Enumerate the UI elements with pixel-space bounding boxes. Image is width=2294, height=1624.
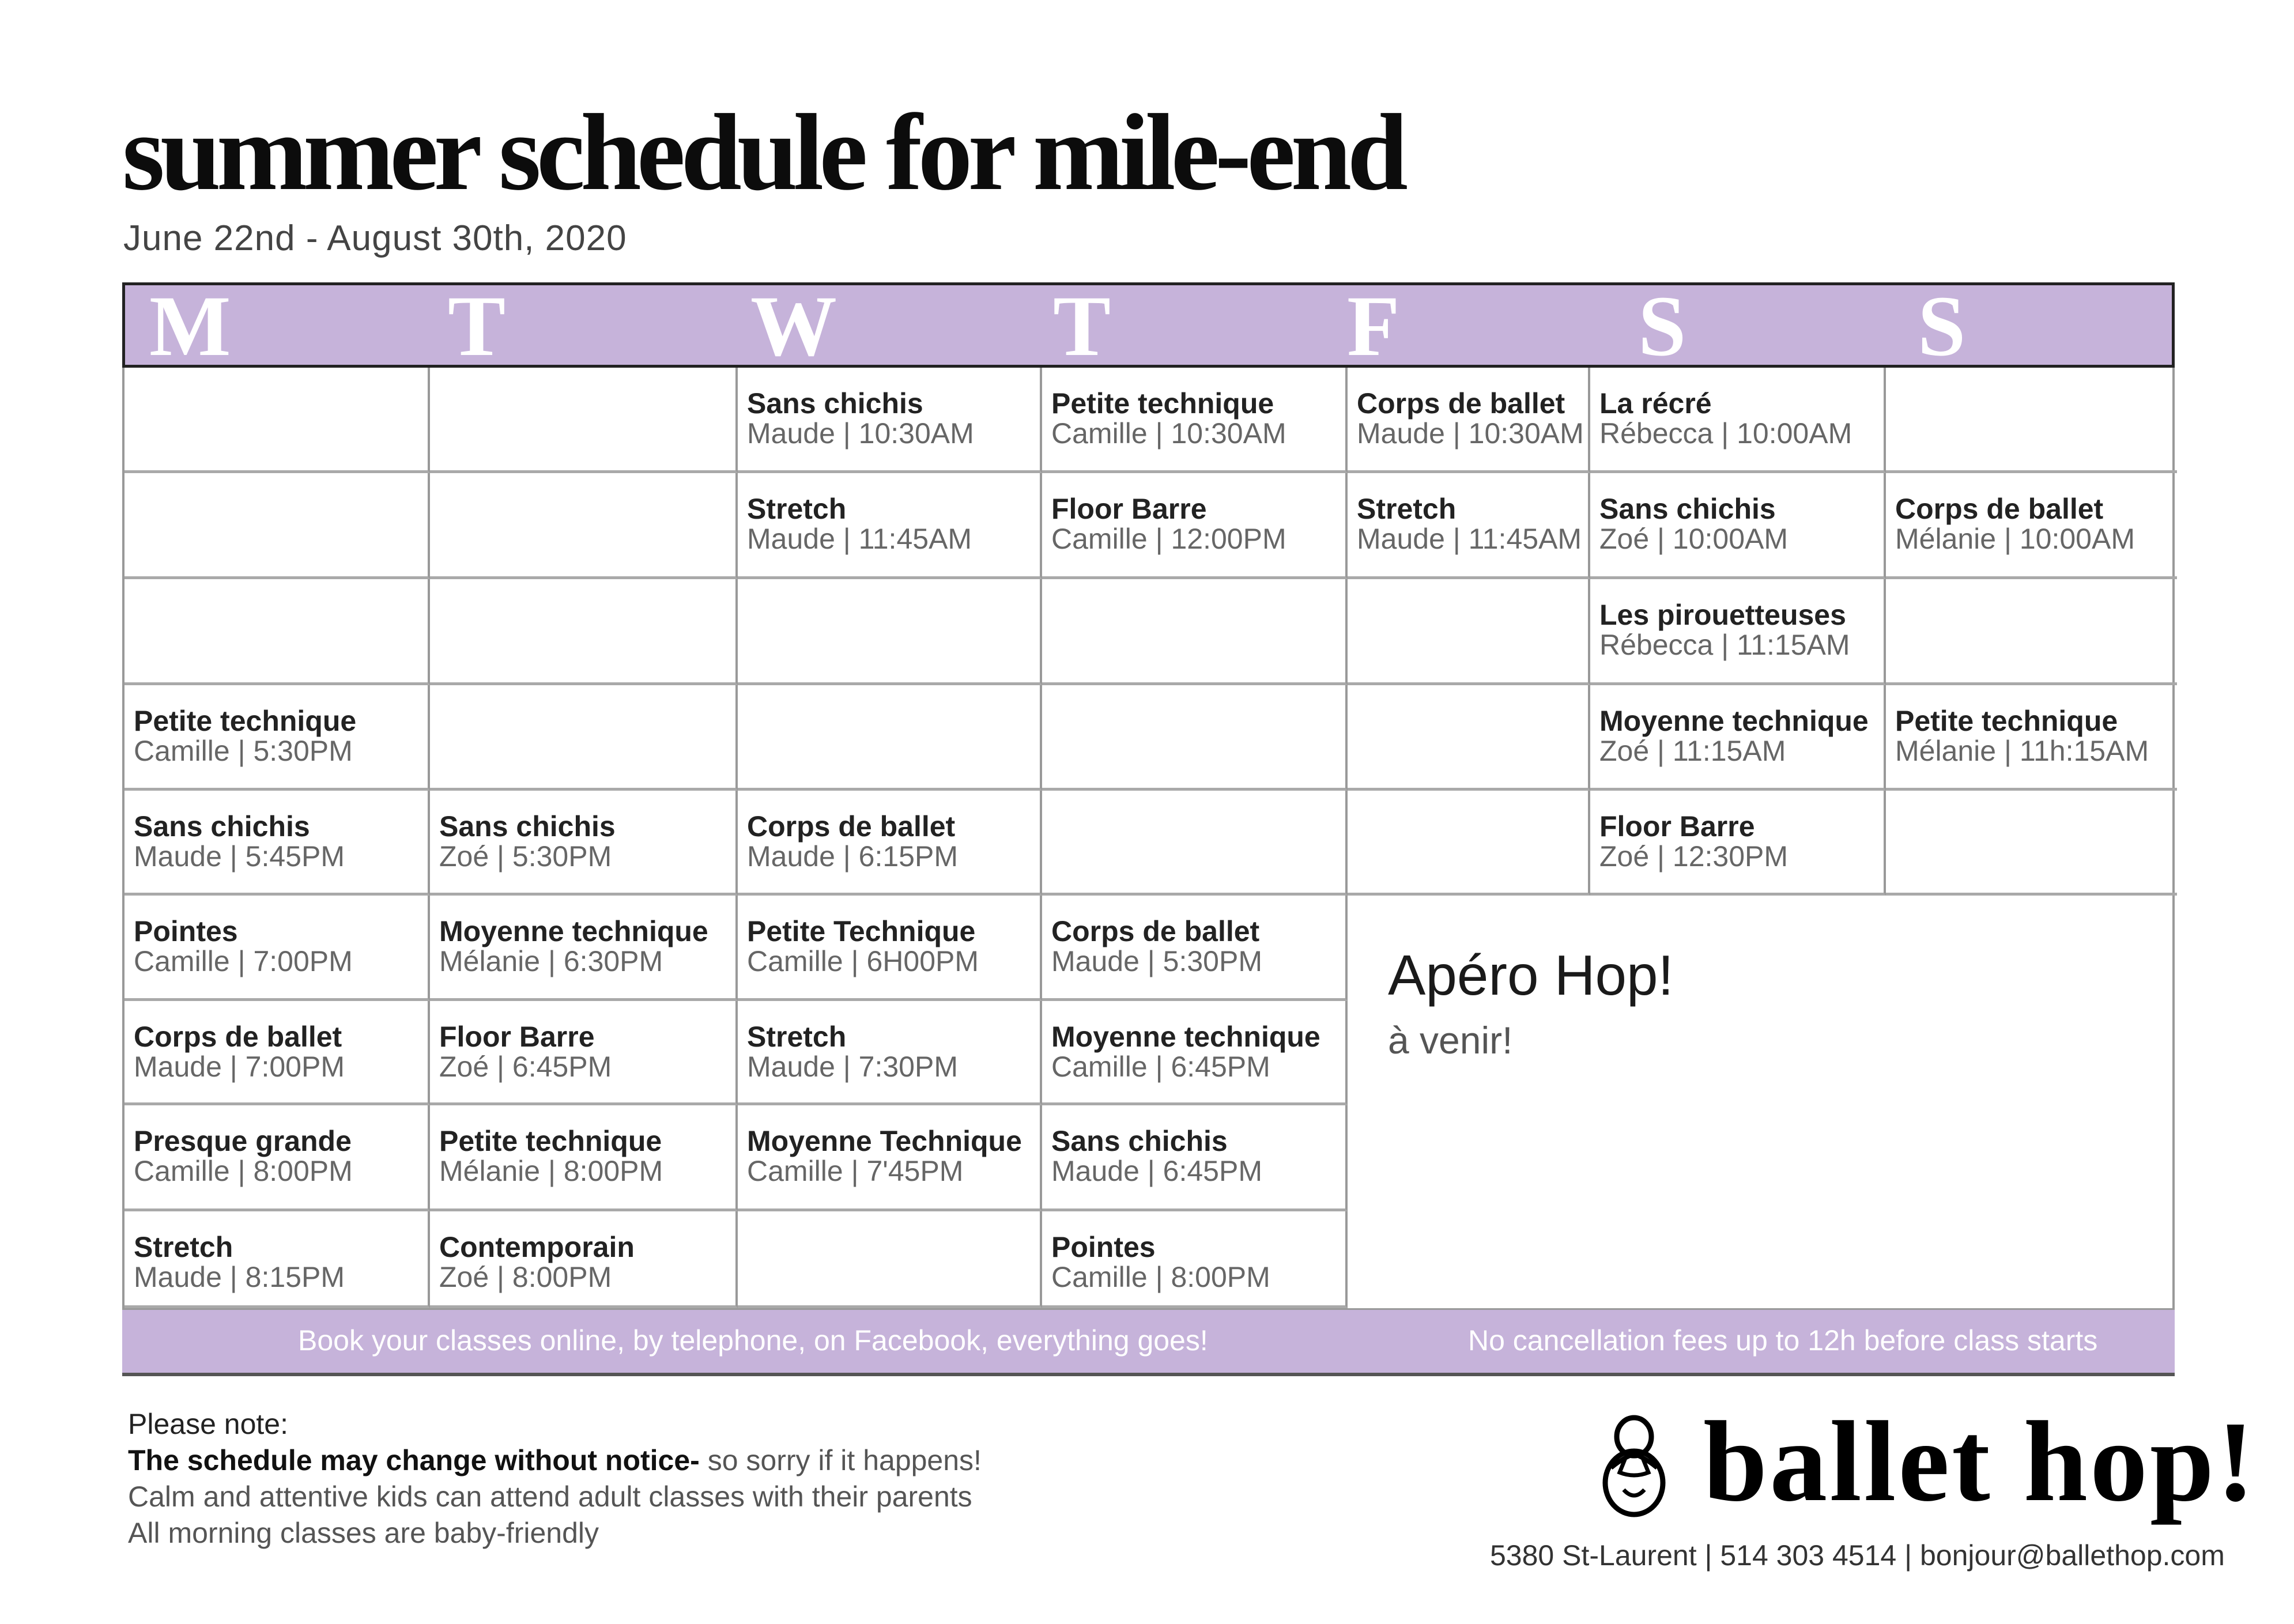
empty-cell	[124, 473, 430, 579]
notes-apology: so sorry if it happens!	[699, 1444, 982, 1476]
class-name: Corps de ballet	[1895, 493, 2104, 525]
class-name: Presque grande	[134, 1125, 352, 1157]
day-thursday: T	[1053, 278, 1111, 374]
class-teacher-time: Camille | 5:30PM	[134, 735, 353, 767]
class-name: Stretch	[134, 1231, 233, 1263]
class-cell	[1590, 685, 1886, 791]
class-teacher-time: Camille | 7'45PM	[747, 1155, 964, 1187]
day-sunday: S	[1918, 278, 1966, 374]
class-cell	[1042, 1105, 1348, 1211]
page-title: summer schedule for mile-end	[122, 92, 1403, 213]
class-teacher-time: Camille | 8:00PM	[1051, 1261, 1270, 1293]
empty-cell	[430, 685, 738, 791]
class-name: Petite technique	[1051, 387, 1274, 420]
empty-cell	[1886, 791, 2177, 896]
date-range: June 22nd - August 30th, 2020	[123, 218, 627, 258]
class-name: Floor Barre	[1051, 493, 1207, 525]
logo-text: ballet hop!	[1703, 1398, 2257, 1525]
class-cell	[1042, 1211, 1348, 1308]
class-cell	[1886, 685, 2177, 791]
class-teacher-time: Maude | 5:30PM	[1051, 945, 1262, 977]
empty-cell	[1348, 579, 1590, 685]
class-teacher-time: Zoé | 6:45PM	[439, 1051, 612, 1083]
footer-banner	[122, 1308, 2175, 1376]
empty-cell	[738, 579, 1042, 685]
class-cell	[1590, 473, 1886, 579]
class-cell	[1590, 791, 1886, 896]
class-cell	[738, 473, 1042, 579]
class-teacher-time: Zoé | 11:15AM	[1599, 735, 1786, 767]
class-teacher-time: Zoé | 5:30PM	[439, 840, 612, 873]
day-wednesday: W	[750, 278, 837, 374]
class-teacher-time: Camille | 7:00PM	[134, 945, 353, 977]
notes-heading: Please note:	[128, 1408, 288, 1440]
class-teacher-time: Maude | 7:00PM	[134, 1051, 345, 1083]
class-teacher-time: Camille | 12:00PM	[1051, 523, 1286, 555]
class-cell	[1590, 579, 1886, 685]
class-name: Pointes	[134, 915, 238, 947]
class-teacher-time: Camille | 10:30AM	[1051, 417, 1286, 450]
class-teacher-time: Maude | 11:45AM	[1357, 523, 1582, 555]
notes-baby: All morning classes are baby-friendly	[128, 1517, 599, 1549]
empty-cell	[430, 579, 738, 685]
class-name: Stretch	[747, 493, 847, 525]
notes-warning: The schedule may change without notice-	[128, 1444, 700, 1476]
class-name: Sans chichis	[134, 810, 310, 843]
class-cell	[1348, 473, 1590, 579]
class-teacher-time: Mélanie | 6:30PM	[439, 945, 663, 977]
class-teacher-time: Camille | 6:45PM	[1051, 1051, 1270, 1083]
class-cell	[738, 1001, 1042, 1105]
class-name: Corps de ballet	[1357, 387, 1565, 420]
day-friday: F	[1347, 278, 1400, 374]
class-teacher-time: Rébecca | 11:15AM	[1599, 629, 1850, 661]
class-cell	[430, 896, 738, 1001]
empty-cell	[430, 368, 738, 473]
empty-cell	[124, 368, 430, 473]
class-cell	[1042, 368, 1348, 473]
class-cell	[124, 896, 430, 1001]
apero-subtitle: à venir!	[1388, 1019, 1513, 1062]
class-cell	[1042, 473, 1348, 579]
class-name: Moyenne technique	[1051, 1021, 1320, 1053]
empty-cell	[1042, 791, 1348, 896]
class-name: Sans chichis	[1051, 1125, 1228, 1157]
day-saturday: S	[1638, 278, 1686, 374]
logo	[1594, 1398, 2257, 1525]
class-teacher-time: Maude | 6:45PM	[1051, 1155, 1262, 1187]
class-teacher-time: Maude | 8:15PM	[134, 1261, 345, 1293]
class-cell	[430, 1105, 738, 1211]
days-header	[122, 278, 2175, 374]
class-cell	[738, 896, 1042, 1001]
ballerina-icon	[1594, 1415, 1674, 1519]
class-name: Contemporain	[439, 1231, 635, 1263]
class-cell	[124, 685, 430, 791]
class-name: Corps de ballet	[134, 1021, 342, 1053]
class-cell	[1348, 368, 1590, 473]
class-name: Floor Barre	[1599, 810, 1755, 843]
class-cell	[738, 791, 1042, 896]
class-name: Petite technique	[1895, 705, 2118, 737]
class-cell	[738, 1105, 1042, 1211]
class-cell	[124, 791, 430, 896]
class-cell	[124, 1001, 430, 1105]
empty-cell	[738, 685, 1042, 791]
empty-cell	[1886, 368, 2177, 473]
class-cell	[1042, 1001, 1348, 1105]
class-teacher-time: Maude | 10:30AM	[747, 417, 974, 450]
empty-cell	[738, 1211, 1042, 1308]
class-name: Petite technique	[134, 705, 357, 737]
class-name: Petite Technique	[747, 915, 976, 947]
class-teacher-time: Mélanie | 10:00AM	[1895, 523, 2135, 555]
day-tuesday: T	[448, 278, 506, 374]
class-teacher-time: Maude | 7:30PM	[747, 1051, 958, 1083]
class-teacher-time: Maude | 6:15PM	[747, 840, 958, 873]
class-name: Les pirouetteuses	[1599, 599, 1846, 631]
empty-cell	[124, 579, 430, 685]
class-name: Moyenne Technique	[747, 1125, 1022, 1157]
class-name: Sans chichis	[439, 810, 616, 843]
class-teacher-time: Zoé | 10:00AM	[1599, 523, 1789, 555]
class-cell	[1590, 368, 1886, 473]
empty-cell	[1348, 791, 1590, 896]
class-teacher-time: Maude | 10:30AM	[1357, 417, 1584, 450]
empty-cell	[1042, 579, 1348, 685]
class-cell	[1042, 896, 1348, 1001]
class-name: Petite technique	[439, 1125, 662, 1157]
class-teacher-time: Camille | 8:00PM	[134, 1155, 353, 1187]
class-name: Sans chichis	[747, 387, 923, 420]
class-teacher-time: Mélanie | 11h:15AM	[1895, 735, 2149, 767]
apero-hop-block	[1348, 896, 2177, 1308]
class-teacher-time: Zoé | 12:30PM	[1599, 840, 1789, 873]
notes-kids: Calm and attentive kids can attend adult classes with their parents	[128, 1481, 972, 1513]
class-teacher-time: Maude | 11:45AM	[747, 523, 972, 555]
empty-cell	[1348, 685, 1590, 791]
class-name: Sans chichis	[1599, 493, 1776, 525]
class-cell	[124, 1211, 430, 1308]
class-cell	[430, 1211, 738, 1308]
class-teacher-time: Rébecca | 10:00AM	[1599, 417, 1852, 450]
cancellation-note: No cancellation fees up to 12h before class starts	[1468, 1324, 2098, 1357]
contact-info: 5380 St-Laurent | 514 303 4514 | bonjour@ballethop.com	[1490, 1539, 2225, 1572]
class-name: Pointes	[1051, 1231, 1156, 1263]
class-cell	[1886, 473, 2177, 579]
class-name: Corps de ballet	[1051, 915, 1260, 947]
class-name: Moyenne technique	[1599, 705, 1869, 737]
class-cell	[430, 1001, 738, 1105]
class-name: Moyenne technique	[439, 915, 708, 947]
class-teacher-time: Mélanie | 8:00PM	[439, 1155, 663, 1187]
class-name: Floor Barre	[439, 1021, 595, 1053]
class-cell	[430, 791, 738, 896]
day-monday: M	[149, 278, 231, 374]
class-name: Corps de ballet	[747, 810, 956, 843]
empty-cell	[430, 473, 738, 579]
class-name: La récré	[1599, 387, 1712, 420]
class-name: Stretch	[1357, 493, 1457, 525]
schedule-grid	[122, 368, 2175, 1308]
empty-cell	[1042, 685, 1348, 791]
notes	[128, 1406, 982, 1551]
class-name: Stretch	[747, 1021, 847, 1053]
class-teacher-time: Camille | 6H00PM	[747, 945, 979, 977]
class-teacher-time: Zoé | 8:00PM	[439, 1261, 612, 1293]
class-cell	[124, 1105, 430, 1211]
class-teacher-time: Maude | 5:45PM	[134, 840, 345, 873]
class-cell	[738, 368, 1042, 473]
booking-note: Book your classes online, by telephone, on Facebook, everything goes!	[298, 1324, 1208, 1357]
empty-cell	[1886, 579, 2177, 685]
apero-title: Apéro Hop!	[1388, 943, 1674, 1007]
